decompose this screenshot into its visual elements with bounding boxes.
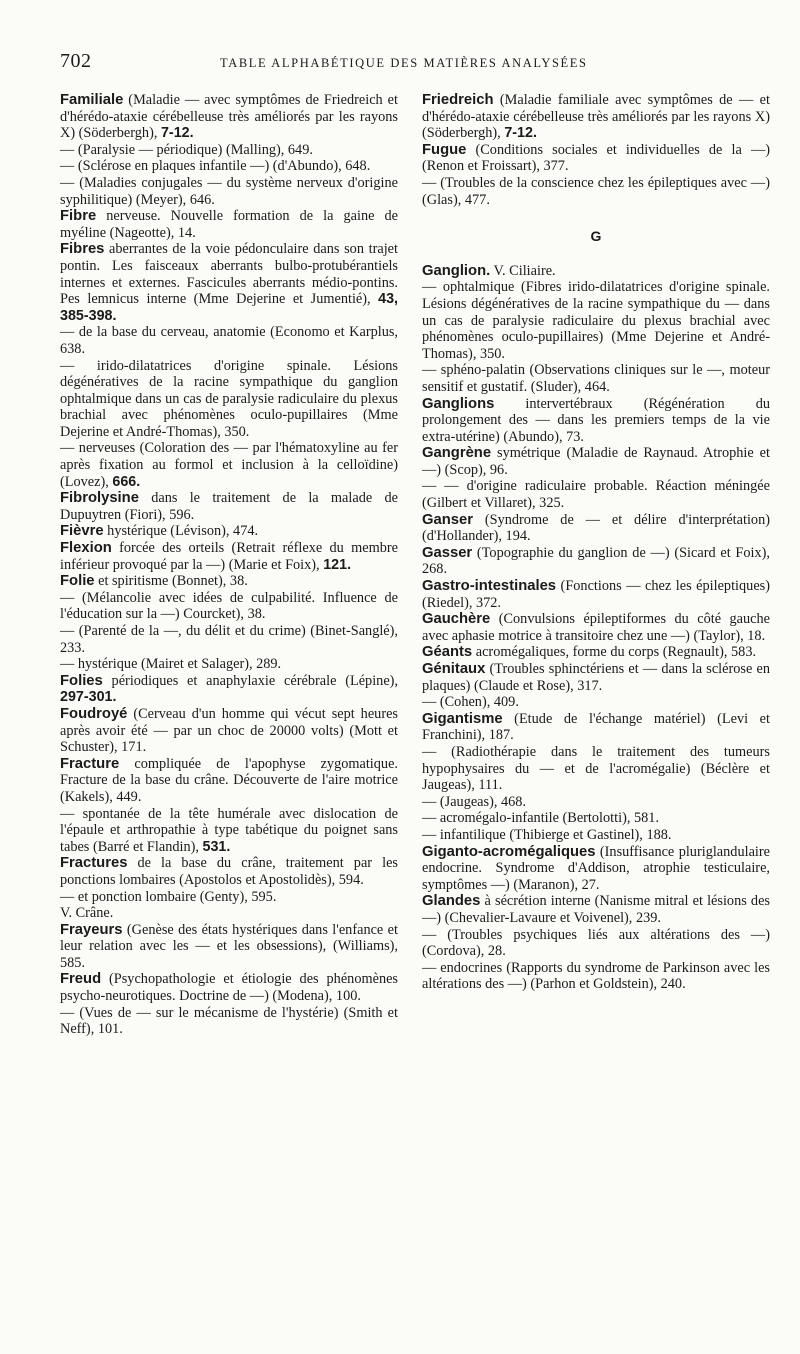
entry-text: et spiritisme (Bonnet), 38. — [94, 573, 248, 590]
entry-headword: Familiale — [60, 92, 124, 108]
entry-text: périodiques et anaphylaxie cérébrale (Lépine), — [102, 672, 398, 689]
index-entry — [60, 855, 398, 888]
entry-text: forcée des orteils (Retrait réflexe du membre inférieur provoqué par la —) (Marie et Foix), — [60, 540, 398, 573]
index-entry — [60, 889, 398, 906]
entry-text: — (Vues de — sur le mécanisme de l'hystérie) (Smith et Neff), 101. — [60, 1004, 398, 1038]
index-entry — [422, 445, 770, 478]
entry-headword: Fièvre — [60, 523, 104, 540]
index-entry — [422, 711, 770, 744]
index-entry — [422, 578, 770, 611]
index-entry — [60, 523, 398, 540]
entry-text: — hystérique (Mairet et Salager), 289. — [60, 656, 282, 673]
entry-text: (Etude de l'échange matériel) (Levi et Franchini), 187. — [422, 710, 770, 744]
entry-text: — spontanée de la tête humérale avec dislocation de l'épaule et arthropathie à type tabétique du poignet sans tabes (Barré et Flandin), — [60, 805, 398, 855]
entry-headword: Fractures — [60, 855, 128, 872]
entry-text: de la base du crâne, traitement par les ponctions lombaires (Apostolos et Apostolidès), 594. — [60, 855, 398, 888]
index-entry — [422, 92, 770, 142]
entry-text: V. Ciliaire. — [490, 262, 556, 279]
index-column-right — [422, 92, 770, 993]
entry-text: — — d'origine radiculaire probable. Réaction méningée (Gilbert et Villaret), 325. — [422, 478, 770, 512]
index-entry — [60, 756, 398, 806]
entry-text: (Maladie — avec symptômes de Friedreich et d'hérédo-ataxie cérébelleuse très améliorés par les rayons X) (Söderbergh), — [60, 92, 398, 142]
entry-text: — nerveuses (Coloration des — par l'hématoxyline au fer après fixation au formol et inclusion à la celloïdine) (Lovez), — [60, 440, 398, 490]
entry-text: (Maladie familiale avec symptômes de — et d'hérédo-ataxie cérébelleuse très améliorés par les rayons X) (Söderbergh), — [422, 92, 770, 142]
index-entry — [60, 440, 398, 490]
index-entry — [422, 744, 770, 794]
index-entry — [422, 794, 770, 811]
entry-page-ref: 531. — [202, 838, 231, 855]
index-entry — [422, 175, 770, 208]
entry-text: — (Sclérose en plaques infantile —) (d'Abundo), 648. — [60, 158, 371, 175]
entry-text: — (Paralysie — périodique) (Malling), 649. — [60, 141, 313, 158]
index-entry — [422, 512, 770, 545]
index-entry — [422, 263, 770, 280]
index-entry — [60, 324, 398, 357]
entry-text: — de la base du cerveau, anatomie (Economo et Karplus, 638. — [60, 324, 398, 357]
index-entry — [422, 810, 770, 827]
index-entry — [60, 573, 398, 590]
index-entry — [422, 611, 770, 644]
entry-text: (Topographie du ganglion de —) (Sicard et Foix), 268. — [422, 544, 770, 578]
index-entry — [60, 656, 398, 673]
entry-text: aberrantes de la voie pédonculaire dans son trajet pontin. Les faisceaux aberrants bulbo-protubérantiels internes et externes. Fascicules aberrants médio-pontins. Pes lemnicus interne (Mme Dejerine et Jumentié), — [60, 241, 398, 308]
entry-page-ref: 43, 385-398. — [60, 291, 398, 324]
index-entries-f — [422, 92, 770, 208]
entry-headword: Ganglions — [422, 395, 495, 412]
index-entry — [422, 478, 770, 511]
entry-text: — irido-dilatatrices d'origine spinale. Lésions dégénératives de la racine sympathique du ganglion ophtalmique dans un cas de paralysie radiculaire du plexus brachial avec phénomènes oculo-pupillaires (Mme Dejerine et André-Thomas), 350. — [60, 357, 398, 440]
entry-text: (Fonctions — chez les épileptiques) (Riedel), 372. — [422, 578, 770, 611]
index-entry — [60, 92, 398, 142]
entry-headword: Gastro-intestinales — [422, 578, 557, 595]
entry-headword: Giganto-acromégaliques — [422, 843, 596, 860]
entry-text: (Conditions sociales et individuelles de la —) (Renon et Froissart), 377. — [422, 141, 770, 175]
entry-text: — (Mélancolie avec idées de culpabilité. Influence de l'éducation sur la —) Courcket), 38. — [60, 589, 398, 623]
running-title: TABLE ALPHABÉTIQUE DES MATIÈRES ANALYSÉES — [220, 56, 588, 70]
index-entry — [60, 540, 398, 573]
index-column-left — [60, 92, 398, 1038]
index-entry — [60, 706, 398, 756]
entry-text: (Psychopathologie et étiologie des phénomènes psycho-neurotiques. Doctrine de —) (Modena), 100. — [60, 971, 398, 1005]
entry-text: — ophtalmique (Fibres irido-dilatatrices d'origine spinale. Lésions dégénératives de la racine sympathique du — dans un cas de paralysie radiculaire du plexus brachial avec phénomènes oculo-pupillaires) (Mme Dejerine et André-Thomas), 350. — [422, 279, 770, 362]
entry-headword: Foudroyé — [60, 705, 128, 722]
entry-text: (Insuffisance pluriglandulaire endocrine. Syndrome d'Addison, atrophie testiculaire, symptômes —) (Maranon), 27. — [422, 843, 770, 893]
entry-text: — (Jaugeas), 468. — [422, 793, 527, 810]
entry-headword: Freud — [60, 971, 102, 988]
index-entry — [60, 142, 398, 159]
index-entry — [60, 590, 398, 623]
entry-headword: Gauchère — [422, 611, 491, 628]
entry-page-ref: 7-12. — [504, 125, 537, 142]
entry-text: — et ponction lombaire (Genty), 595. — [60, 888, 277, 905]
index-entry — [60, 905, 398, 922]
entry-text: symétrique (Maladie de Raynaud. Atrophie et —) (Scop), 96. — [422, 445, 770, 478]
entry-page-ref: 7-12. — [160, 125, 194, 142]
entry-headword: Gigantisme — [422, 710, 503, 727]
index-entry — [60, 175, 398, 208]
entry-headword: Gangrène — [422, 445, 492, 462]
entry-headword: Folies — [60, 672, 103, 689]
entry-text: — (Troubles de la conscience chez les épileptiques avec —) (Glas), 477. — [422, 174, 770, 208]
entry-text: intervertébraux (Régénération du prolongement des — dans les premiers temps de la vie extra-utérine) (Abundo), 73. — [422, 395, 770, 445]
index-entry — [60, 1005, 398, 1038]
entry-text: (Syndrome de — et délire d'interprétation) (d'Hollander), 194. — [422, 511, 770, 545]
page-header — [60, 50, 772, 74]
entry-headword: Fracture — [60, 755, 120, 772]
index-entry — [422, 827, 770, 844]
index-entry — [422, 844, 770, 894]
index-entries-g — [422, 263, 770, 993]
entry-headword: Fibres — [60, 241, 105, 258]
index-entry — [422, 661, 770, 694]
entry-text: nerveuse. Nouvelle formation de la gaine de myéline (Nageotte), 14. — [60, 208, 398, 241]
index-entry — [60, 241, 398, 324]
entry-text: dans le traitement de la malade de Dupuytren (Fiori), 596. — [60, 490, 398, 523]
entry-text: — (Troubles psychiques liés aux altérations des —) (Cordova), 28. — [422, 926, 770, 960]
entry-text: acromégaliques, forme du corps (Regnault), 583. — [472, 644, 757, 661]
index-entry — [60, 806, 398, 856]
entry-headword: Fibrolysine — [60, 490, 139, 507]
entry-text: — acromégalo-infantile (Bertolotti), 581. — [422, 810, 660, 827]
entry-headword: Génitaux — [422, 661, 486, 677]
entry-page-ref: 666. — [112, 473, 141, 490]
index-entry — [422, 960, 770, 993]
index-entry — [422, 644, 770, 661]
index-entry — [60, 158, 398, 175]
entry-text: (Convulsions épileptiformes du côté gauche avec aphasie motrice à transitoire chez une —) (Taylor), 18. — [422, 611, 770, 644]
entry-text: (Cerveau d'un homme qui vécut sept heures après avoir été — par un choc de 20000 volts) (Mott et Schuster), 171. — [60, 705, 398, 756]
section-letter: G — [590, 228, 602, 245]
entry-page-ref: 297-301. — [60, 689, 117, 706]
entry-text: compliquée de l'apophyse zygomatique. Fracture de la base du crâne. Découverte de l'aire motrice (Kakels), 449. — [60, 755, 398, 805]
entry-headword: Gasser — [422, 544, 473, 561]
entry-text: (Troubles sphinctériens et — dans la sclérose en plaques) (Claude et Rose), 317. — [422, 661, 770, 694]
page-number: 702 — [60, 50, 92, 72]
entry-headword: Fibre — [60, 208, 97, 225]
index-entry — [60, 208, 398, 241]
index-entry — [422, 279, 770, 362]
index-entry — [60, 358, 398, 441]
index-entry — [422, 396, 770, 446]
entry-text: V. Crâne. — [60, 905, 114, 922]
entry-text: — (Cohen), 409. — [422, 694, 519, 711]
entry-text: à sécrétion interne (Nanisme mitral et lésions des —) (Chevalier-Lavaure et Voivenel), 239. — [422, 893, 770, 926]
entry-headword: Frayeurs — [60, 921, 123, 938]
entry-headword: Ganglion. — [422, 262, 491, 279]
entry-headword: Ganser — [422, 511, 473, 528]
entry-headword: Folie — [60, 573, 95, 590]
entry-text: — (Radiothérapie dans le traitement des tumeurs hypophysaires du — et de l'acromégalie) (Béclère et Jaugeas), 111. — [422, 743, 770, 794]
entry-headword: Flexion — [60, 540, 112, 557]
index-entry — [60, 922, 398, 972]
index-entry — [60, 971, 398, 1004]
index-entry — [60, 490, 398, 523]
index-entry — [60, 673, 398, 706]
entry-text: — sphéno-palatin (Observations cliniques sur le —, moteur sensitif et gustatif. (Sluder), 464. — [422, 362, 770, 395]
index-entry — [60, 623, 398, 656]
index-entry — [422, 893, 770, 926]
entry-headword: Géants — [422, 644, 473, 661]
index-entry — [422, 142, 770, 175]
entry-page-ref: 121. — [323, 556, 352, 573]
entry-text: (Genèse des états hystériques dans l'enfance et leur relation avec les — et les obsessions), (Williams), 585. — [60, 921, 398, 971]
entry-text: — endocrines (Rapports du syndrome de Parkinson avec les altérations des —) (Parhon et Goldstein), 240. — [422, 959, 770, 993]
entry-headword: Glandes — [422, 893, 481, 910]
index-entry — [422, 927, 770, 960]
entry-text: hystérique (Lévison), 474. — [103, 523, 259, 540]
entry-text: — (Maladies conjugales — du système nerveux d'origine syphilitique) (Meyer), 646. — [60, 174, 398, 208]
entry-text: — infantilique (Thibierge et Gastinel), 188. — [422, 826, 672, 843]
entry-headword: Fugue — [422, 141, 467, 158]
index-entry — [422, 362, 770, 395]
entry-headword: Friedreich — [422, 92, 494, 108]
entry-text: — (Parenté de la —, du délit et du crime) (Binet-Sanglé), 233. — [60, 623, 398, 656]
index-entry — [422, 545, 770, 578]
index-entry — [422, 694, 770, 711]
